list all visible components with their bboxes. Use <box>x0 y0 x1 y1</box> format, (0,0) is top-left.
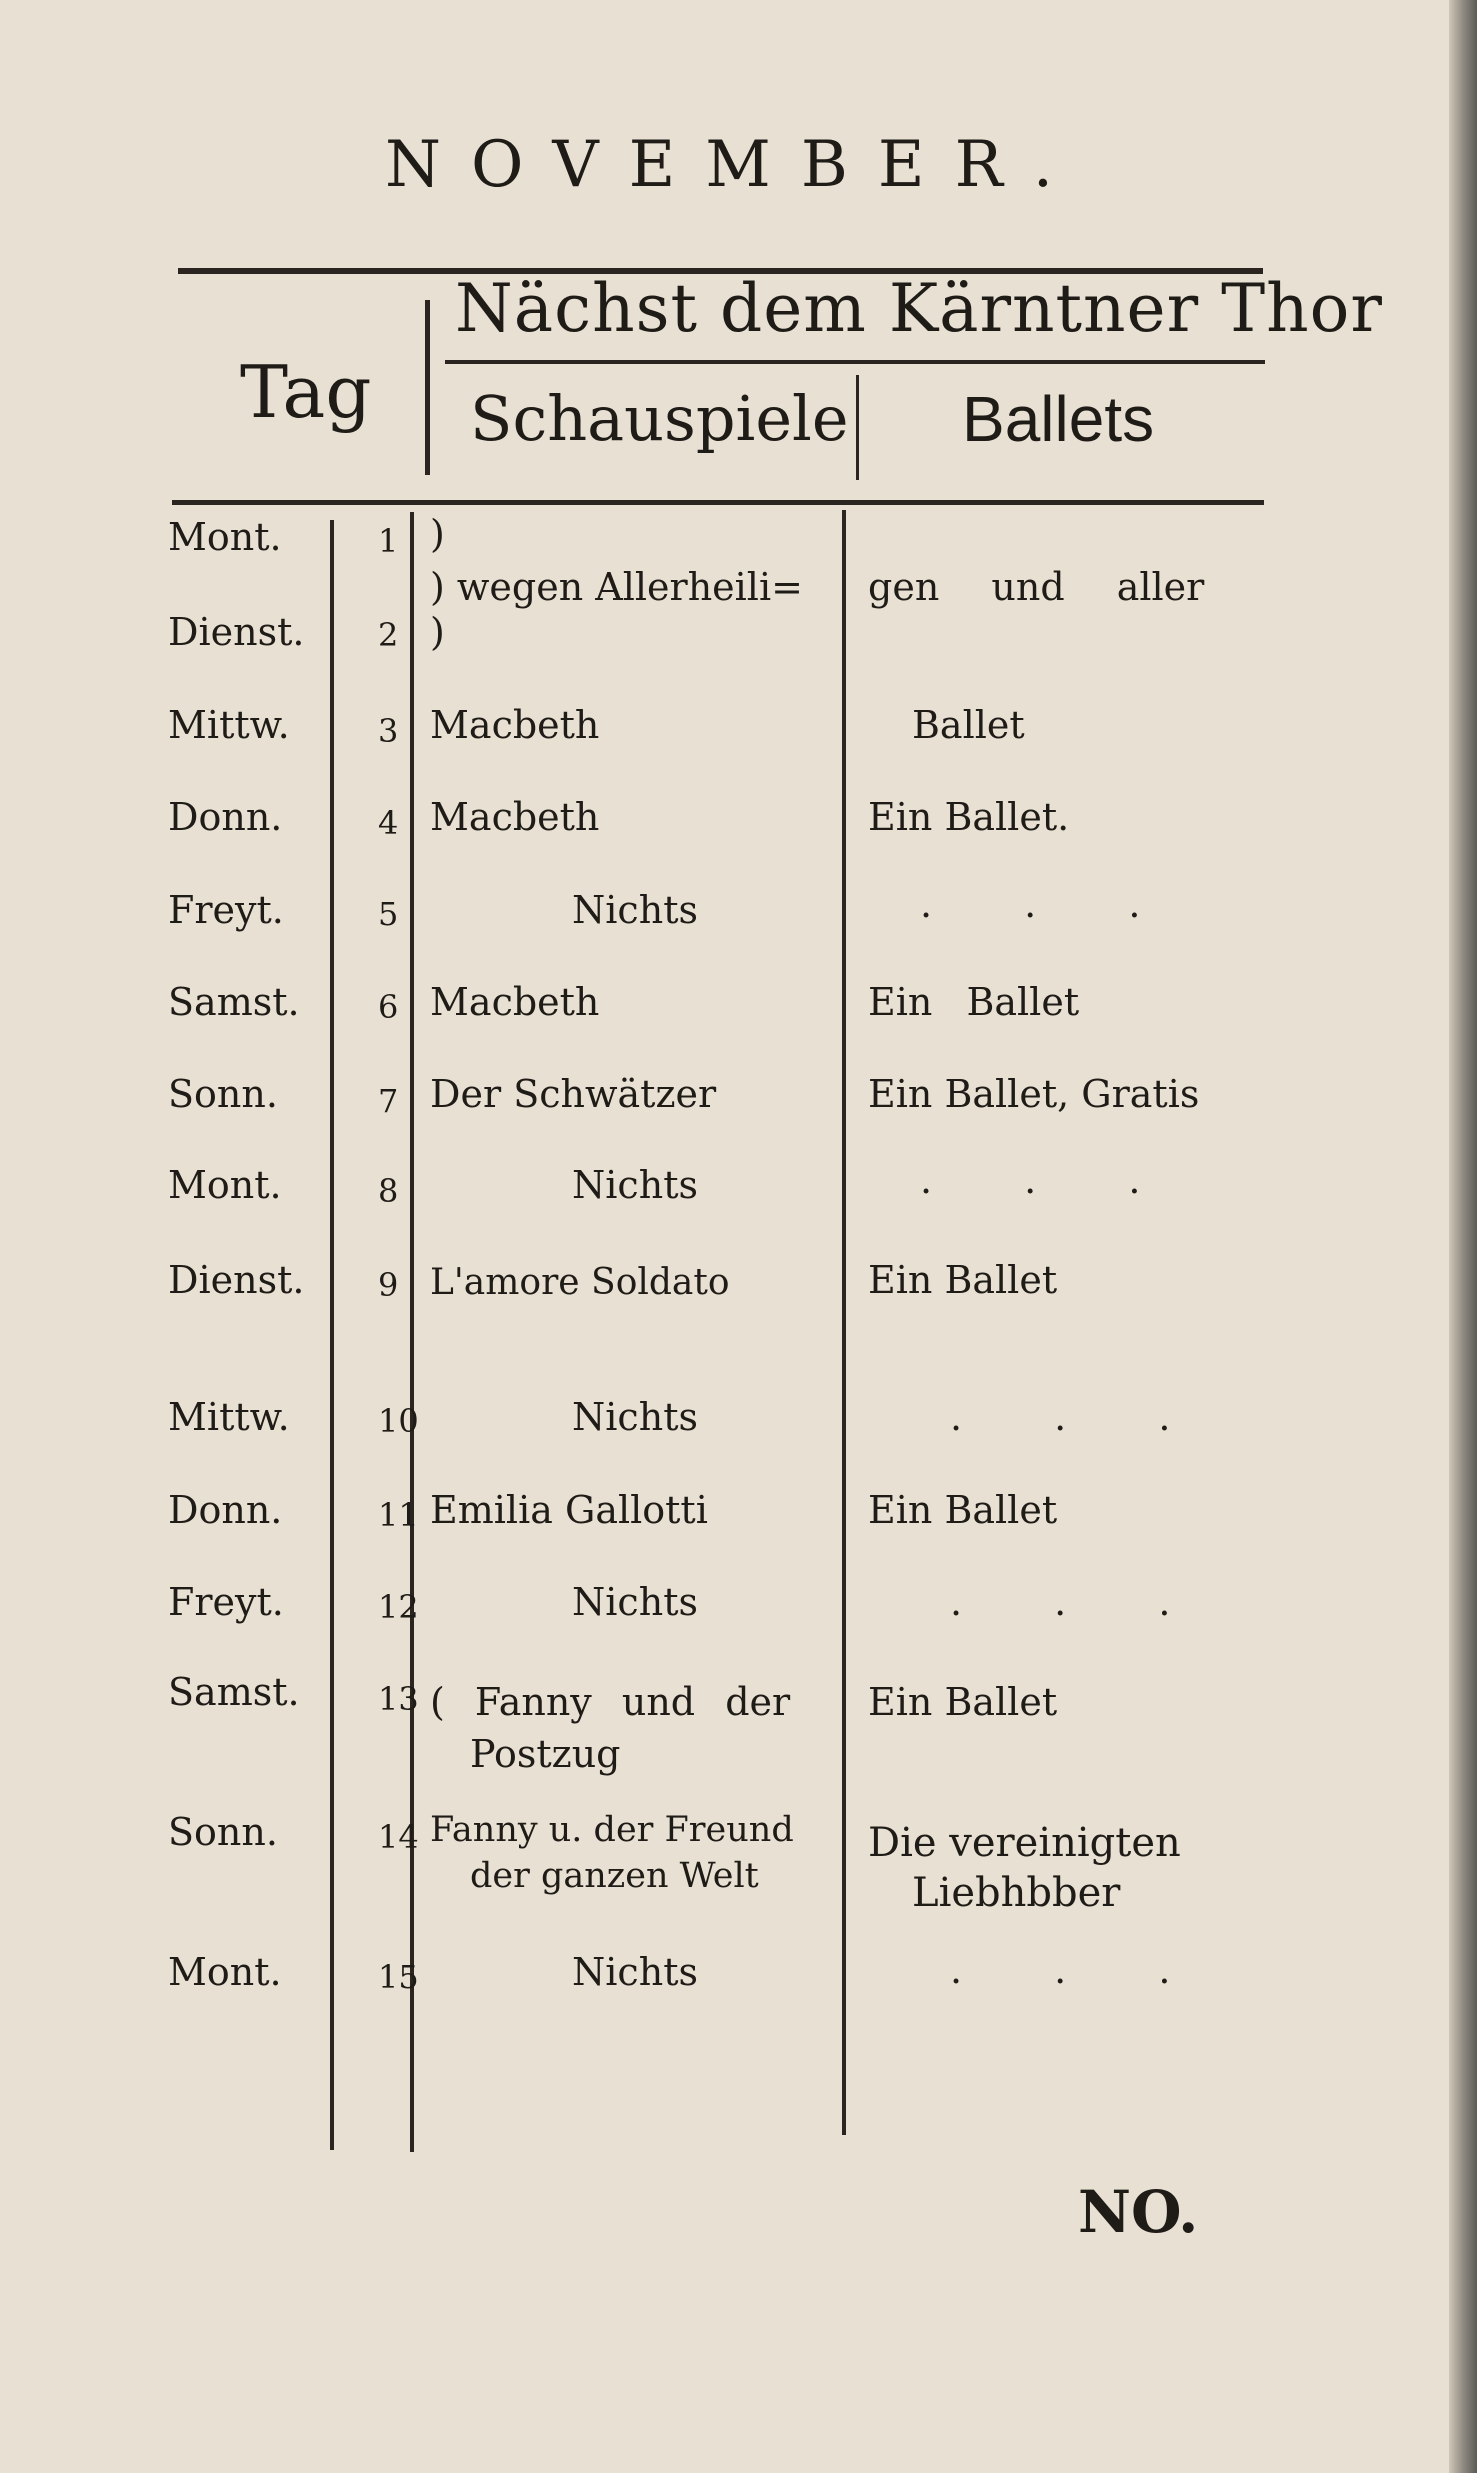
row-day: Freyt. <box>168 1580 284 1624</box>
row-number: 8 <box>378 1172 399 1210</box>
row-play: Macbeth <box>430 703 600 747</box>
row-play: Macbeth <box>430 795 600 839</box>
column-line-number <box>410 512 414 2152</box>
header-day: Tag <box>240 350 372 434</box>
row-day: Dienst. <box>168 1258 305 1302</box>
row-ballet: Die vereinigten <box>868 1820 1181 1866</box>
row-play: Nichts <box>572 1950 698 1994</box>
row-day: Dienst. <box>168 610 305 654</box>
row-play: ) wegen Allerheili= <box>430 565 803 609</box>
row-ballet: Ballet <box>912 703 1025 747</box>
row-day: Mittw. <box>168 1395 290 1439</box>
row-ballet: . . . <box>950 1395 1211 1439</box>
row-ballet: . . . <box>950 1948 1211 1992</box>
row-number: 14 <box>378 1818 419 1856</box>
header-day-separator <box>425 300 430 475</box>
row-day: Donn. <box>168 1488 283 1532</box>
row-number: 3 <box>378 712 399 750</box>
bracket-mark: ) <box>430 610 445 654</box>
row-number: 6 <box>378 988 399 1026</box>
row-ballet: . . . <box>920 882 1181 926</box>
row-day: Mont. <box>168 1950 282 1994</box>
row-play: L'amore Soldato <box>430 1262 730 1303</box>
row-play: Nichts <box>572 1580 698 1624</box>
row-ballet: Ein Ballet <box>868 1680 1058 1724</box>
row-play: Macbeth <box>430 980 600 1024</box>
header-plays-separator <box>856 375 859 480</box>
header-plays: Schauspiele <box>470 382 849 455</box>
row-number: 2 <box>378 616 399 654</box>
page-title: NOVEMBER. <box>385 128 1084 202</box>
theatre-underline-rule <box>445 360 1265 364</box>
row-ballet: Ein Ballet <box>868 1258 1058 1302</box>
row-day: Samst. <box>168 980 300 1024</box>
row-day: Sonn. <box>168 1810 278 1854</box>
row-play: Nichts <box>572 1395 698 1439</box>
header-ballets: Ballets <box>962 383 1155 455</box>
row-day: Mittw. <box>168 703 290 747</box>
row-number: 9 <box>378 1266 399 1304</box>
row-ballet: gen und aller <box>868 565 1205 609</box>
row-play: Nichts <box>572 1163 698 1207</box>
row-day: Donn. <box>168 795 283 839</box>
row-number: 10 <box>378 1402 419 1440</box>
row-ballet: Ein Ballet <box>868 980 1080 1024</box>
row-ballet-continued: Liebhbber <box>912 1870 1121 1916</box>
row-number: 4 <box>378 804 399 842</box>
row-play-continued: Postzug <box>470 1732 621 1776</box>
row-number: 15 <box>378 1958 419 1996</box>
header-bottom-rule <box>172 500 1264 505</box>
row-ballet: Ein Ballet, Gratis <box>868 1072 1200 1116</box>
row-ballet: Ein Ballet <box>868 1488 1058 1532</box>
page-edge <box>1449 0 1477 2473</box>
row-number: 1 <box>378 522 399 560</box>
column-line-plays <box>842 510 846 2135</box>
column-line-day <box>330 520 334 2150</box>
header-theatre: Nächst dem Kärntner Thor <box>455 270 1383 347</box>
row-day: Mont. <box>168 1163 282 1207</box>
row-day: Freyt. <box>168 888 284 932</box>
row-play-continued: der ganzen Welt <box>470 1856 759 1896</box>
row-number: 5 <box>378 895 399 933</box>
row-ballet: . . . <box>950 1580 1211 1624</box>
row-play: Fanny u. der Freund <box>430 1810 794 1850</box>
row-day: Samst. <box>168 1670 300 1714</box>
row-number: 12 <box>378 1588 419 1626</box>
row-ballet: . . . <box>920 1158 1181 1202</box>
row-number: 7 <box>378 1082 399 1120</box>
row-day: Sonn. <box>168 1072 278 1116</box>
row-number: 13 <box>378 1680 419 1718</box>
catchword: NO. <box>1078 2178 1199 2246</box>
row-ballet: Ein Ballet. <box>868 795 1070 839</box>
row-number: 11 <box>378 1496 419 1534</box>
row-play: Emilia Gallotti <box>430 1488 708 1532</box>
row-play: Der Schwätzer <box>430 1072 717 1116</box>
row-play: ) <box>430 512 445 556</box>
row-play: ( Fanny und der <box>430 1680 791 1724</box>
row-day: Mont. <box>168 515 282 559</box>
row-play: Nichts <box>572 888 698 932</box>
